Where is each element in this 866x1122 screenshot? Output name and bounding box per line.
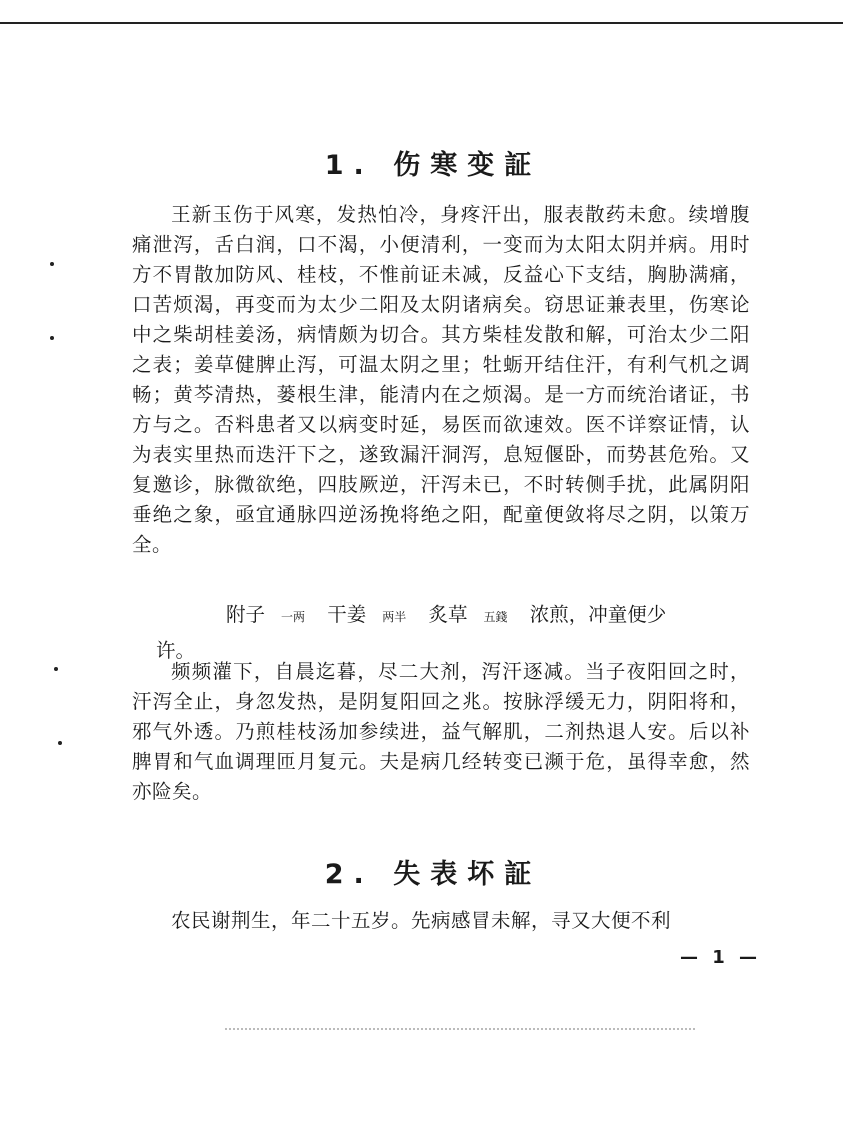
margin-speck bbox=[50, 336, 54, 340]
formula-line bbox=[130, 600, 750, 632]
section-2-title: 2. 失表坏証 bbox=[324, 859, 542, 890]
section-1-title: 1. 伤寒变証 bbox=[324, 150, 542, 181]
margin-speck bbox=[54, 667, 58, 671]
herb-name: 干姜 bbox=[327, 603, 367, 626]
herb-dose: 两半 bbox=[382, 610, 407, 624]
top-rule bbox=[0, 22, 843, 24]
herb-name: 附子 bbox=[226, 603, 266, 626]
section-1-paragraph-2: 频频灌下，自晨迄暮，尽二大剂，泻汗逐减。当子夜阳回之时，汗泻全止，身忽发热，是阴复阳回之兆。按脉浮缓无力，阴阳将和，邪气外透。乃煎桂枝汤加参续进，益气解肌，二剂热退人安。后以补脾胃和气血调理匝月复元。夫是病几经转变已濒于危，虽得幸愈，然亦险矣。 bbox=[132, 660, 750, 803]
page-number: — 1 — bbox=[680, 947, 762, 968]
margin-speck bbox=[58, 741, 62, 745]
margin-speck bbox=[50, 262, 54, 266]
section-2-paragraph-1: 农民谢荆生，年二十五岁。先病感冒未解，寻又大便不利 bbox=[171, 909, 672, 932]
scan-noise bbox=[225, 1028, 695, 1034]
herb-name: 炙草 bbox=[428, 603, 468, 626]
section-1-paragraph-1: 王新玉伤于风寒，发热怕冷，身疼汗出，服表散药未愈。续增腹痛泄泻，舌白润，口不渴，小便清利，一变而为太阳太阴并病。用时方不胃散加防风、桂枝，不惟前证未减，反益心下支结，胸胁满痛，口苦烦渴，再变而为太少二阳及太阴诸病矣。窃思证兼表里，伤寒论中之柴胡桂姜汤，病情颇为切合。其方柴桂发散和解，可治太少二阳之表；姜草健脾止泻，可温太阴之里；牡蛎开结住汗，有利气机之调畅；黄芩清热，蒌根生津，能清内在之烦渴。是一方而统治诸证，书方与之。否料患者又以病变时延，易医而欲速效。医不详察证情，认为表实里热而迭汗下之，遂致漏汗洞泻，息短偃卧，而势甚危殆。又复邀诊，脉微欲绝，四肢厥逆，汗泻未已，不时转侧手扰，此属阴阳垂绝之象，亟宜通脉四逆汤挽将绝之阳，配童便敛将尽之阴，以策万全。 bbox=[132, 203, 750, 556]
herb-dose: 五錢 bbox=[483, 610, 508, 624]
herb-dose: 一两 bbox=[281, 610, 306, 624]
preparation-method: 浓煎，冲童便少 bbox=[529, 603, 667, 626]
preparation-method-continued: 许。 bbox=[156, 639, 196, 662]
